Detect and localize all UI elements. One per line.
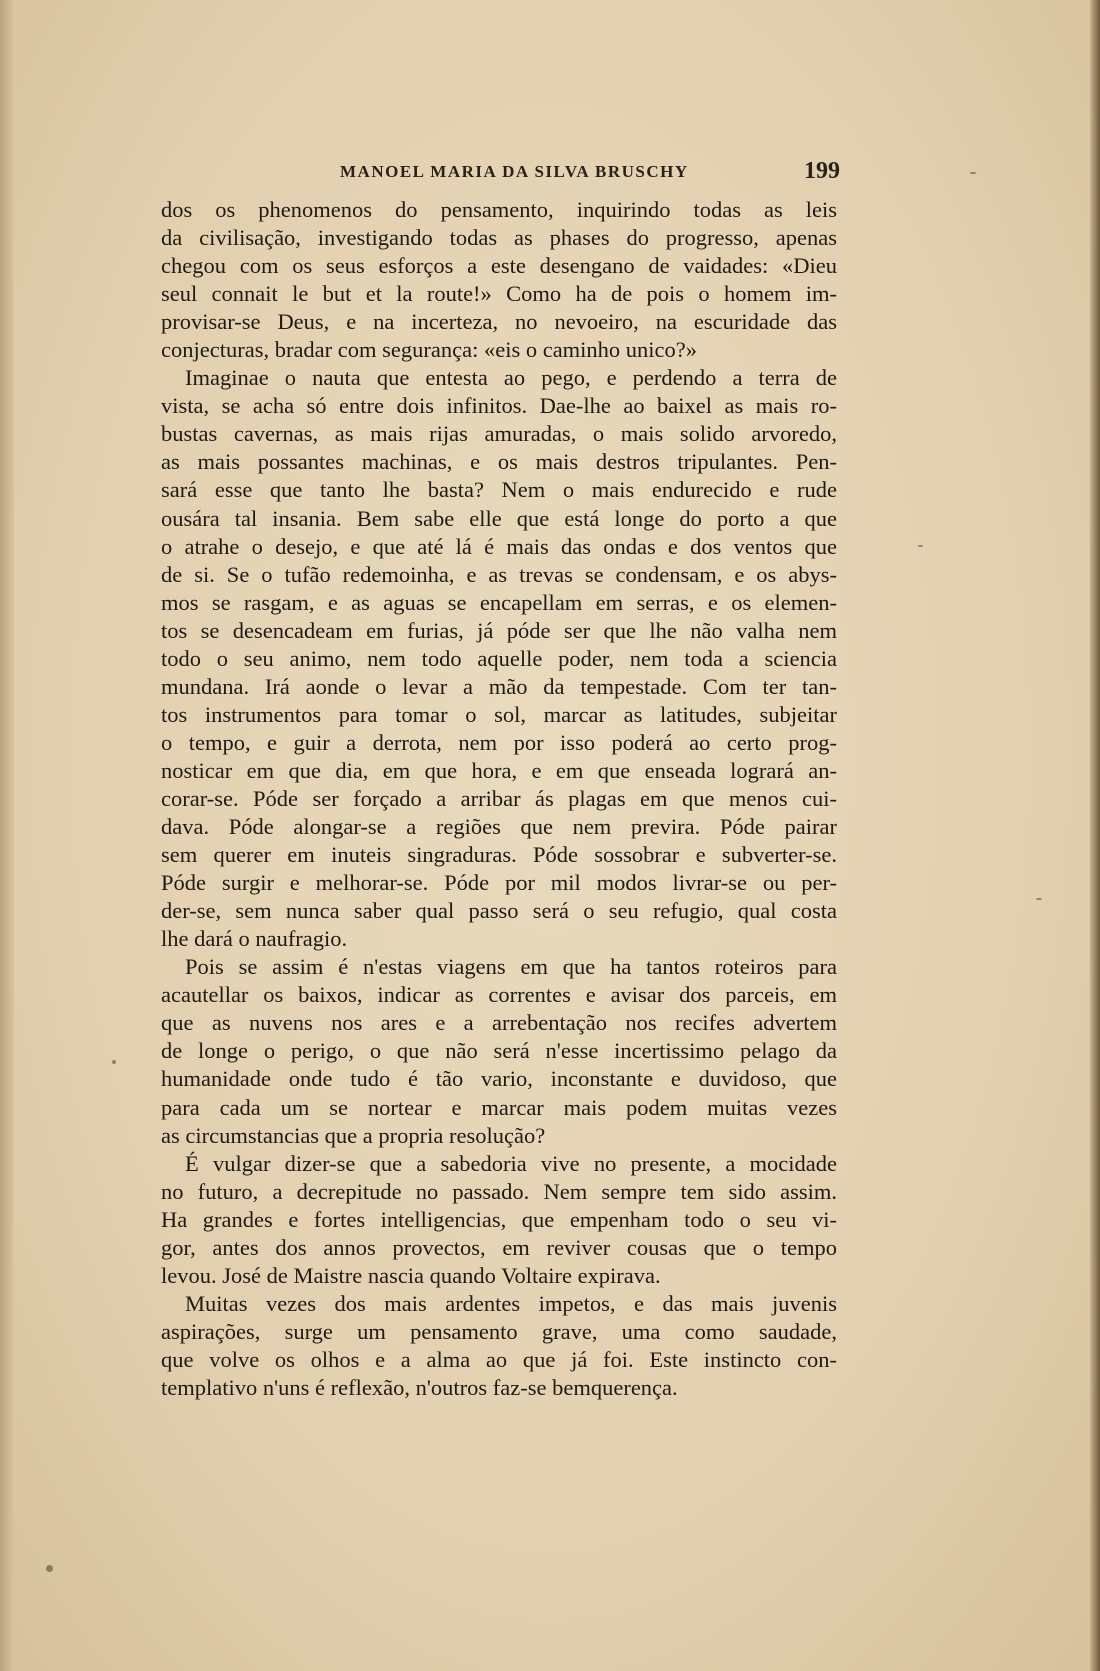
text-line: de longe o perigo, o que não será n'esse incertissimo pelago da xyxy=(161,1038,837,1064)
text-line: humanidade onde tudo é tão vario, inconstante e duvidoso, que xyxy=(161,1066,837,1092)
ink-speck xyxy=(112,1060,116,1064)
text-line: provisar-se Deus, e na incerteza, no nevoeiro, na escuridade das xyxy=(161,309,837,335)
text-line: que volve os olhos e a alma ao que já foi. Este instincto con- xyxy=(161,1346,837,1372)
paragraph xyxy=(161,953,837,1149)
text-line: sará esse que tanto lhe basta? Nem o mais endurecido e rude xyxy=(161,477,837,503)
text-line: bustas cavernas, as mais rijas amuradas, o mais solido arvoredo, xyxy=(161,421,837,447)
text-line: de si. Se o tufão redemoinha, e as trevas se condensam, e os abys- xyxy=(161,561,837,587)
text-line: acautellar os baixos, indicar as correntes e avisar dos parceis, em xyxy=(161,982,837,1008)
text-line: mundana. Irá aonde o levar a mão da tempestade. Com ter tan- xyxy=(161,673,837,699)
text-line: tos instrumentos para tomar o sol, marcar as latitudes, subjeitar xyxy=(161,701,837,727)
text-line: as circumstancias que a propria resolução? xyxy=(161,1122,546,1148)
text-line: lhe dará o naufragio. xyxy=(161,926,348,952)
text-line: Muitas vezes dos mais ardentes impetos, e das mais juvenis xyxy=(185,1290,837,1316)
text-line: aspirações, surge um pensamento grave, uma como saudade, xyxy=(161,1318,837,1344)
text-line: no futuro, a decrepitude no passado. Nem sempre tem sido assim. xyxy=(161,1178,837,1204)
ink-speck xyxy=(46,1565,53,1572)
text-line: o atrahe o desejo, e que até lá é mais das ondas e dos ventos que xyxy=(161,533,837,559)
text-line: nosticar em que dia, em que hora, e em que enseada logrará an- xyxy=(161,757,837,783)
paragraph xyxy=(161,196,837,364)
text-line: gor, antes dos annos provectos, em reviver cousas que o tempo xyxy=(161,1234,837,1260)
ink-speck xyxy=(1036,898,1042,900)
text-line: chegou com os seus esforços a este desengano de vaidades: «Dieu xyxy=(161,253,837,279)
text-line: Ha grandes e fortes intelligencias, que empenham todo o seu vi- xyxy=(161,1206,837,1232)
text-line: dava. Póde alongar-se a regiões que nem previra. Póde pairar xyxy=(161,814,837,840)
page-number: 199 xyxy=(804,158,840,184)
page-left-edge xyxy=(0,0,14,1671)
text-line: Pois se assim é n'estas viagens em que ha tantos roteiros para xyxy=(185,954,837,980)
text-line: o tempo, e guir a derrota, nem por isso poderá ao certo prog- xyxy=(161,729,837,755)
text-line: todo o seu animo, nem todo aquelle poder, nem toda a sciencia xyxy=(161,645,837,671)
ink-speck xyxy=(918,545,923,547)
page-header xyxy=(160,158,840,188)
paragraph xyxy=(161,1290,837,1402)
paragraph xyxy=(161,1150,837,1290)
text-line: dos os phenomenos do pensamento, inquirindo todas as leis xyxy=(161,197,837,222)
text-line: mos se rasgam, e as aguas se encapellam em serras, e os elemen- xyxy=(161,589,837,615)
text-line: ousára tal insania. Bem sabe elle que está longe do porto a que xyxy=(161,505,837,531)
text-line: templativo n'uns é reflexão, n'outros faz-se bemquerença. xyxy=(161,1374,678,1400)
text-line: da civilisação, investigando todas as phases do progresso, apenas xyxy=(161,225,837,251)
text-line: sem querer em inuteis singraduras. Póde sossobrar e subverter-se. xyxy=(161,842,837,868)
text-line: seul connait le but et la route!» Como ha de pois o homem im- xyxy=(161,281,837,307)
text-line: der-se, sem nunca saber qual passo será o seu refugio, qual costa xyxy=(161,898,837,924)
body-text xyxy=(161,196,837,1402)
text-line: Póde surgir e melhorar-se. Póde por mil modos livrar-se ou per- xyxy=(161,870,837,896)
running-head: MANOEL MARIA DA SILVA BRUSCHY xyxy=(340,162,689,181)
text-line: É vulgar dizer-se que a sabedoria vive no presente, a mocidade xyxy=(185,1150,837,1176)
text-line: levou. José de Maistre nascia quando Voltaire expirava. xyxy=(161,1262,661,1288)
text-line: tos se desencadeam em furias, já póde ser que lhe não valha nem xyxy=(161,617,837,643)
paragraph xyxy=(161,364,837,953)
ink-speck xyxy=(970,172,976,174)
page-right-edge xyxy=(1090,0,1100,1671)
text-line: vista, se acha só entre dois infinitos. Dae-lhe ao baixel as mais ro- xyxy=(161,393,837,419)
text-line: corar-se. Póde ser forçado a arribar ás plagas em que menos cui- xyxy=(161,785,837,811)
text-line: que as nuvens nos ares e a arrebentação nos recifes advertem xyxy=(161,1010,837,1036)
text-line: para cada um se nortear e marcar mais podem muitas vezes xyxy=(161,1094,837,1120)
text-line: conjecturas, bradar com segurança: «eis o caminho unico?» xyxy=(161,337,698,363)
text-line: Imaginae o nauta que entesta ao pego, e perdendo a terra de xyxy=(185,365,837,391)
text-line: as mais possantes machinas, e os mais destros tripulantes. Pen- xyxy=(161,449,837,475)
